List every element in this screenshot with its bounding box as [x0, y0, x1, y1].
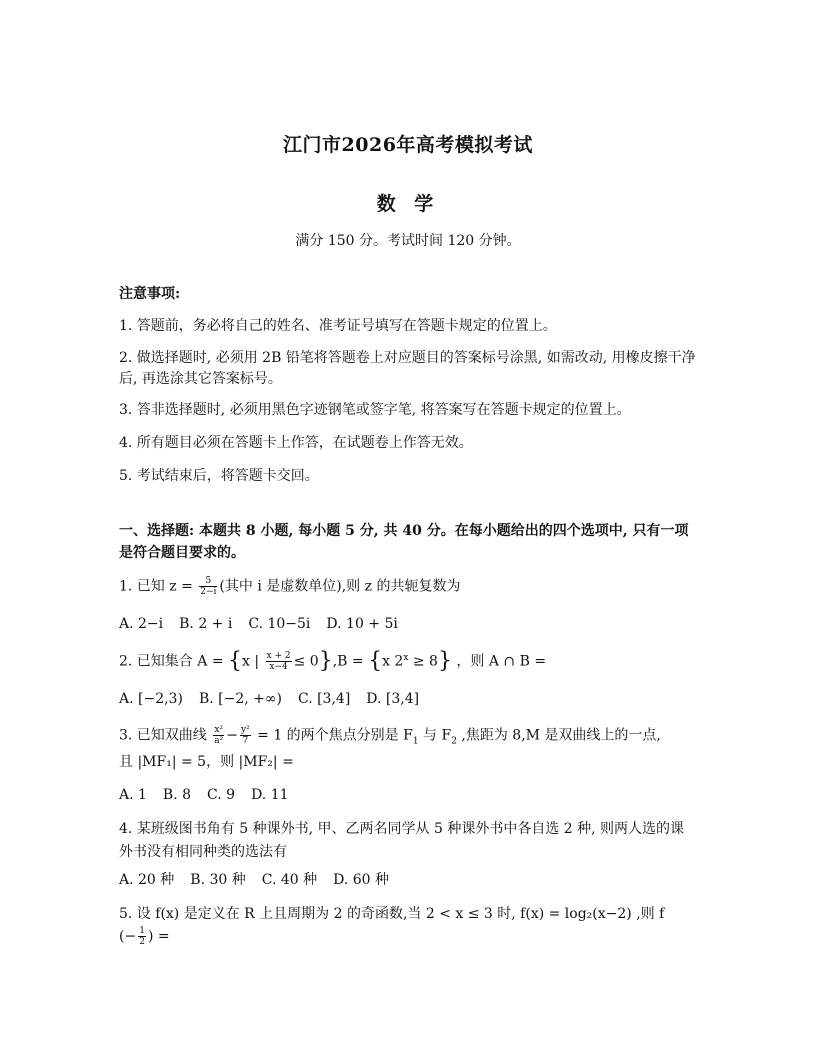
question-4: 4. 某班级图书角有 5 种课外书, 甲、乙两名同学从 5 种课外书中各自选 2 种, 则两人选的课外书没有相同种类的选法有	[119, 821, 685, 860]
option-b: B. [−2, +∞)	[198, 691, 282, 707]
question-5: 5. 设 f(x) 是定义在 R 上且周期为 2 的奇函数,当 2 < x ≤ 3 时, f(x) = log₂(x−2) ,则 f	[119, 906, 665, 922]
question-2: 2. 已知集合 A = {x | $\frac{x + 2}{x-4}$ ≤ 0},B = {x $2^x \ge 8$} ，则 A ∩ B =	[119, 648, 547, 674]
option-c: C. [3,4]	[297, 691, 351, 707]
score-info: 满分 150 分。考试时间 120 分钟。	[295, 233, 521, 249]
option-c: C. 40 种	[261, 872, 318, 888]
option-a: A. [−2,3)	[119, 691, 183, 707]
notice-item-5: 5. 考试结束后，将答题卡交回。	[119, 468, 319, 484]
question-4-options	[119, 870, 405, 890]
option-b: B. 8	[162, 787, 192, 803]
question-5-line2: (− $\frac{1}{2}$ ) =	[119, 926, 170, 947]
option-c: C. 10−5i	[248, 616, 311, 632]
notice-heading: 注意事项:	[119, 286, 181, 302]
option-a: A. 2−i	[119, 616, 164, 632]
fraction: $\frac{5}{2-i}$	[200, 576, 217, 597]
option-b: B. 30 种	[190, 872, 246, 888]
fraction: $\frac{x + 2}{x-4}$	[266, 651, 291, 673]
option-c: C. 9	[207, 787, 236, 803]
section1-heading: 一、选择题: 本题共 8 小题, 每小题 5 分, 共 40 分。在每小题给出的四个选项中, 只有一项 是符合题目要求的。	[119, 523, 689, 561]
notice-item-1: 1. 答题前，务必将自己的姓名、准考证号填写在答题卡规定的位置上。	[119, 318, 557, 334]
fraction: $\frac{\text{x²}}{\text{a²}}$	[214, 725, 224, 746]
notice-item-4: 4. 所有题目必须在答题卡上作答，在试题卷上作答无效。	[119, 435, 473, 451]
option-b: B. 2 + i	[179, 616, 233, 632]
option-d: D. 60 种	[333, 872, 390, 888]
question-2-options	[119, 689, 435, 709]
notice-item-2: 2. 做选择题时, 必须用 2B 铅笔将答题卷上对应题目的答案标号涂黑, 如需改动, 用橡皮擦干净后, 再选涂其它答案标号。	[119, 350, 696, 387]
option-d: D. 10 + 5i	[326, 616, 398, 632]
option-a: A. 20 种	[119, 872, 175, 888]
question-3: 3. 已知双曲线 $\frac{\text{x²}}{\text{a²}}$ − $\frac{\text{y²}}{7}$ = 1 的两个焦点分别是 $F_1$ 与 $F_2$ ,焦距为 8,M 是双曲线上的一点,	[119, 725, 661, 747]
fraction: $\frac{1}{2}$	[139, 926, 145, 947]
question-1: 1. 已知 z = $\frac{5}{2-i}$ (其中 i 是虚数单位),则 z 的共轭复数为	[119, 576, 461, 597]
exam-title: 江门市2026年高考模拟考试	[283, 134, 533, 156]
notice-item-3: 3. 答非选择题时, 必须用黑色字迹钢笔或签字笔, 将答案写在答题卡规定的位置上。	[119, 402, 631, 418]
question-1-options	[119, 614, 414, 634]
option-d: D. 11	[251, 787, 289, 803]
fraction: $\frac{\text{y²}}{7}$	[240, 725, 250, 746]
question-3-line2: 且 |MF₁| = 5，则 |MF₂| =	[119, 754, 294, 770]
subject-title: 数 学	[376, 193, 440, 215]
option-d: D. [3,4]	[366, 691, 420, 707]
option-a: A. 1	[119, 787, 147, 803]
question-3-options	[119, 785, 305, 805]
